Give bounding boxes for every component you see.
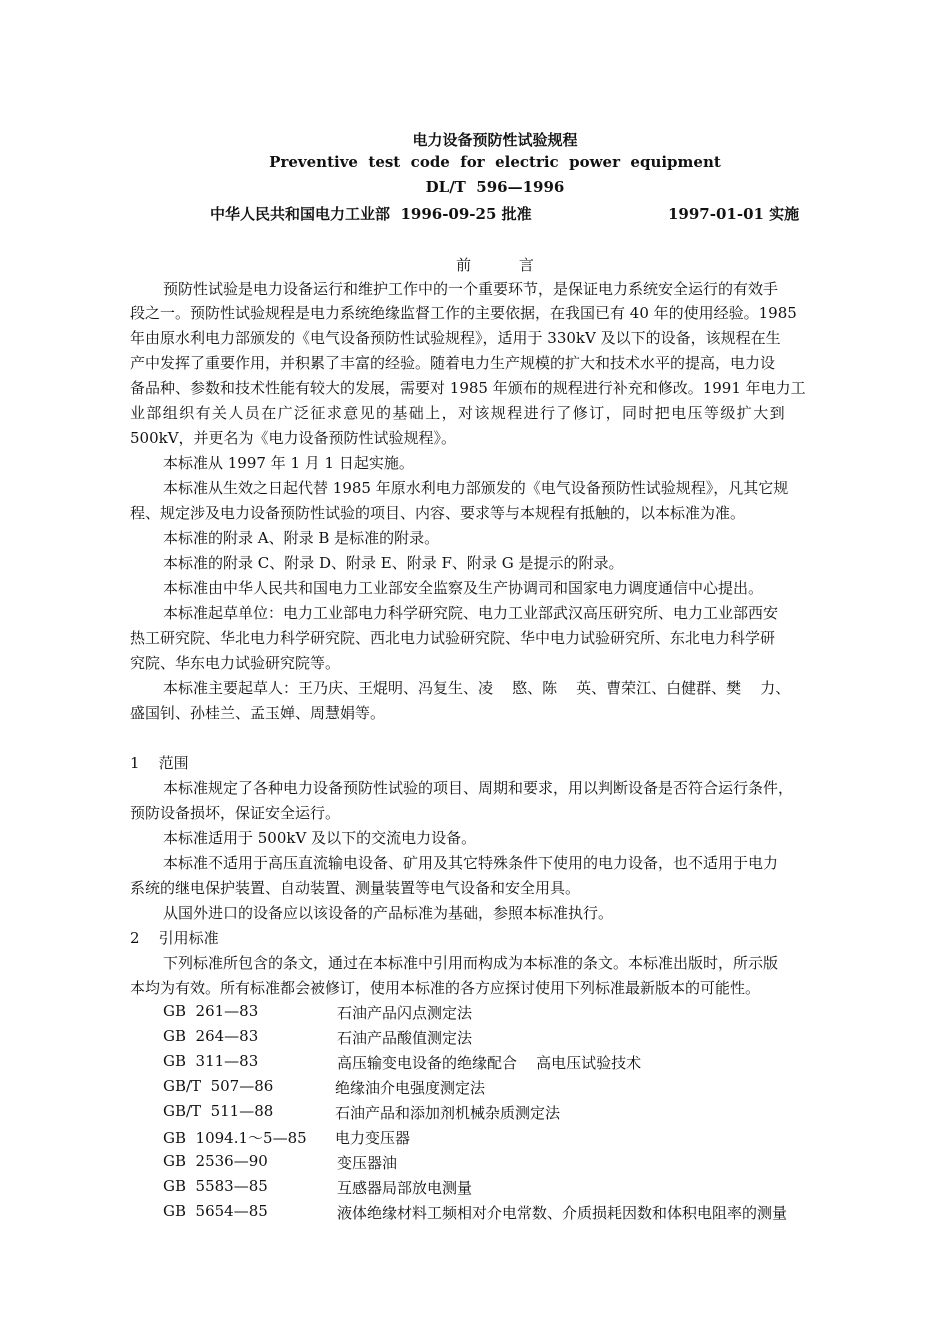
- foreword-line: 本标准从 1997 年 1 月 1 日起实施。: [163, 454, 414, 472]
- section-2-line: 本均为有效。所有标准都会被修订，使用本标准的各方应探讨使用下列标准最新版本的可能性。: [130, 979, 761, 997]
- foreword-line: 产中发挥了重要作用，并积累了丰富的经验。随着电力生产规模的扩大和技术水平的提高，电力设: [130, 354, 776, 372]
- section-1-line: 本标准适用于 500kV 及以下的交流电力设备。: [163, 829, 477, 847]
- foreword-line: 本标准主要起草人：王乃庆、王焜明、冯复生、凌 愍、陈 英、曹荣江、白健群、樊 力、: [163, 679, 791, 697]
- section-1-line: 本标准不适用于高压直流输电设备、矿用及其它特殊条件下使用的电力设备，也不适用于电力: [163, 854, 779, 872]
- reference-code: GB 2536—90: [163, 1152, 268, 1170]
- doc-title-cn: 电力设备预防性试验规程: [412, 131, 578, 149]
- reference-code: GB 5583—85: [163, 1177, 268, 1195]
- reference-code: GB 5654—85: [163, 1202, 268, 1220]
- section-1-heading: 1 范围: [130, 754, 189, 772]
- reference-code: GB/T 511—88: [163, 1102, 274, 1120]
- reference-title: 石油产品闪点测定法: [337, 1004, 473, 1022]
- effective-date: 1997-01-01 实施: [668, 205, 800, 223]
- reference-title: 互感器局部放电测量: [337, 1179, 473, 1197]
- reference-title: 电力变压器: [335, 1129, 411, 1147]
- reference-title: 绝缘油介电强度测定法: [335, 1079, 486, 1097]
- foreword-line: 本标准从生效之日起代替 1985 年原水利电力部颁发的《电气设备预防性试验规程》，凡其它规: [163, 479, 789, 497]
- foreword-line: 500kV，并更名为《电力设备预防性试验规程》。: [130, 429, 457, 447]
- doc-title-en: Preventive test code for electric power equipment: [269, 153, 721, 171]
- section-1-line: 本标准规定了各种电力设备预防性试验的项目、周期和要求，用以判断设备是否符合运行条件，: [163, 779, 794, 797]
- foreword-line: 热工研究院、华北电力科学研究院、西北电力试验研究院、华中电力试验研究所、东北电力科学研: [130, 629, 776, 647]
- foreword-line: 程、规定涉及电力设备预防性试验的项目、内容、要求等与本规程有抵触的，以本标准为准。: [130, 504, 746, 522]
- foreword-line: 究院、华东电力试验研究院等。: [130, 654, 341, 672]
- foreword-line: 备品种、参数和技术性能有较大的发展，需要对 1985 年颁布的规程进行补充和修改。1991 年电力工: [130, 379, 806, 397]
- reference-title: 石油产品和添加剂机械杂质测定法: [335, 1104, 561, 1122]
- foreword-line: 本标准的附录 A、附录 B 是标准的附录。: [163, 529, 440, 547]
- foreword-heading: 前 言: [456, 256, 534, 274]
- foreword-line: 本标准由中华人民共和国电力工业部安全监察及生产协调司和国家电力调度通信中心提出。: [163, 579, 764, 597]
- foreword-line: 盛国钊、孙桂兰、孟玉婵、周慧娟等。: [130, 704, 386, 722]
- foreword-line: 本标准的附录 C、附录 D、附录 E、附录 F、附录 G 是提示的附录。: [163, 554, 624, 572]
- section-2-line: 下列标准所包含的条文，通过在本标准中引用而构成为本标准的条文。本标准出版时，所示版: [163, 954, 779, 972]
- reference-title: 石油产品酸值测定法: [337, 1029, 473, 1047]
- reference-title: 变压器油: [337, 1154, 398, 1172]
- reference-title: 液体绝缘材料工频相对介电常数、介质损耗因数和体积电阻率的测量: [337, 1204, 788, 1222]
- foreword-line: 段之一。预防性试验规程是电力系统绝缘监督工作的主要依据，在我国已有 40 年的使用经验。1985: [130, 304, 797, 322]
- doc-code: DL/T 596—1996: [425, 178, 565, 196]
- foreword-line: 业部组织有关人员在广泛征求意见的基础上，对该规程进行了修订，同时把电压等级扩大到: [130, 404, 787, 422]
- foreword-line: 本标准起草单位：电力工业部电力科学研究院、电力工业部武汉高压研究所、电力工业部西安: [163, 604, 779, 622]
- section-2-heading: 2 引用标准: [130, 929, 219, 947]
- reference-code: GB 1094.1～5—85: [163, 1129, 307, 1147]
- reference-code: GB 311—83: [163, 1052, 259, 1070]
- reference-code: GB 264—83: [163, 1027, 259, 1045]
- foreword-line: 预防性试验是电力设备运行和维护工作中的一个重要环节，是保证电力系统安全运行的有效手: [163, 280, 779, 298]
- reference-code: GB 261—83: [163, 1002, 259, 1020]
- reference-title: 高压输变电设备的绝缘配合 高电压试验技术: [337, 1054, 642, 1072]
- section-1-line: 系统的继电保护装置、自动装置、测量装置等电气设备和安全用具。: [130, 879, 581, 897]
- section-1-line: 预防设备损坏，保证安全运行。: [130, 804, 341, 822]
- reference-code: GB/T 507—86: [163, 1077, 274, 1095]
- foreword-line: 年由原水利电力部颁发的《电气设备预防性试验规程》，适用于 330kV 及以下的设备，该规程在生: [130, 329, 781, 347]
- section-1-line: 从国外进口的设备应以该设备的产品标准为基础，参照本标准执行。: [163, 904, 614, 922]
- approval-line: 中华人民共和国电力工业部 1996-09-25 批准: [210, 205, 532, 223]
